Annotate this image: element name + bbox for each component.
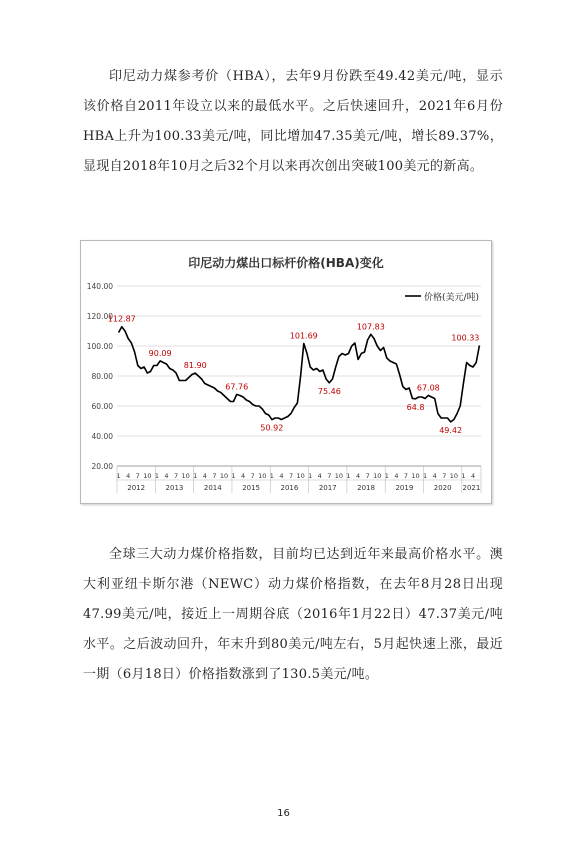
x-tick-label: 1 xyxy=(346,472,351,480)
x-tick-label: 4 xyxy=(394,472,399,480)
data-label: 67.08 xyxy=(416,383,440,393)
year-label: 2013 xyxy=(165,484,184,492)
x-tick-label: 4 xyxy=(317,472,322,480)
x-tick-label: 10 xyxy=(296,472,305,480)
year-label: 2017 xyxy=(318,484,337,492)
x-tick-label: 1 xyxy=(154,472,159,480)
series-group xyxy=(119,327,480,422)
x-tick-label: 4 xyxy=(164,472,169,480)
x-tick-label: 10 xyxy=(258,472,267,480)
x-tick-label: 1 xyxy=(308,472,313,480)
data-label: 90.09 xyxy=(148,348,172,358)
y-tick-label: 100.00 xyxy=(86,342,113,351)
x-tick-label: 10 xyxy=(143,472,152,480)
x-tick-label: 7 xyxy=(442,472,447,480)
x-tick-label: 1 xyxy=(116,472,121,480)
year-label: 2016 xyxy=(280,484,299,492)
x-tick-label: 7 xyxy=(250,472,255,480)
x-tick-label: 4 xyxy=(126,472,131,480)
gridlines xyxy=(117,286,481,466)
data-label: 50.92 xyxy=(260,423,284,433)
data-label: 101.69 xyxy=(289,331,318,341)
x-tick-label: 10 xyxy=(334,472,344,480)
x-tick-label: 10 xyxy=(411,472,420,480)
chart-frame xyxy=(80,240,492,504)
x-tick-label: 1 xyxy=(423,472,428,480)
year-label: 2015 xyxy=(242,484,261,492)
y-tick-label: 80.00 xyxy=(91,372,113,381)
y-axis-ticks xyxy=(87,282,113,471)
year-label: 2020 xyxy=(433,484,452,492)
data-label: 75.46 xyxy=(317,386,341,396)
data-label: 100.33 xyxy=(451,333,480,343)
year-label: 2018 xyxy=(357,484,375,492)
x-axis xyxy=(117,466,481,493)
data-labels xyxy=(108,315,480,435)
y-tick-label: 40.00 xyxy=(91,432,113,441)
x-tick-label: 7 xyxy=(403,472,409,480)
x-tick-label: 4 xyxy=(279,472,284,480)
page-number: 16 xyxy=(277,808,290,819)
legend xyxy=(405,291,479,303)
x-tick-label: 4 xyxy=(470,472,476,480)
paragraph-coal-index: 全球三大动力煤价格指数，目前均已达到近年来最高价格水平。澳大利亚纽卡斯尔港（NEWC）动力煤价格指数，在去年8月28日出现47.99美元/吨，接近上一周期谷底（2016年1月22日）47.37美元/吨水平。之后波动回升，年末升到80美元/吨左右，5月起快速上涨，最近一期（6月18日）价格指数涨到了130.5美元/吨。 xyxy=(83,547,503,682)
year-label: 2021 xyxy=(462,484,481,492)
x-tick-label: 1 xyxy=(193,472,198,480)
year-label: 2012 xyxy=(127,484,146,492)
x-tick-label: 4 xyxy=(432,472,437,480)
x-tick-label: 7 xyxy=(365,472,370,480)
year-label: 2014 xyxy=(203,484,222,492)
series-line-hba xyxy=(119,327,480,422)
x-tick-label: 10 xyxy=(373,472,382,480)
hba-price-chart xyxy=(81,241,491,503)
data-label: 49.42 xyxy=(439,425,463,435)
y-tick-label: 120.00 xyxy=(86,312,113,321)
x-tick-label: 1 xyxy=(269,472,274,480)
chart-title: 印尼动力煤出口标杆价格(HBA)变化 xyxy=(188,256,384,270)
data-label: 81.90 xyxy=(183,361,207,371)
y-tick-label: 140.00 xyxy=(86,282,113,291)
x-tick-label: 7 xyxy=(288,472,294,480)
x-tick-label: 1 xyxy=(231,472,236,480)
data-label: 67.76 xyxy=(225,382,249,392)
x-tick-label: 4 xyxy=(355,472,361,480)
data-label: 112.87 xyxy=(107,314,136,324)
x-tick-label: 10 xyxy=(181,472,190,480)
y-tick-label: 60.00 xyxy=(91,402,113,411)
paragraph-hba: 印尼动力煤参考价（HBA），去年9月份跌至49.42美元/吨，显示该价格自2011年设立以来的最低水平。之后快速回升，2021年6月份HBA上升为100.33美元/吨，同比增加47.35美元/吨，增长89.37%，显现自2018年10月之后32个月以来再次创出突破100美元的新高。 xyxy=(83,69,503,174)
legend-label: 价格(美元/吨) xyxy=(424,293,480,303)
x-tick-label: 7 xyxy=(173,472,179,480)
x-tick-label: 1 xyxy=(461,472,466,480)
data-label: 64.8 xyxy=(406,402,425,412)
x-tick-label: 4 xyxy=(241,472,246,480)
x-tick-label: 4 xyxy=(202,472,207,480)
x-tick-label: 10 xyxy=(219,472,229,480)
data-label: 107.83 xyxy=(356,322,385,332)
x-tick-label: 1 xyxy=(384,472,389,480)
y-tick-label: 20.00 xyxy=(91,462,113,471)
x-tick-label: 7 xyxy=(135,472,140,480)
x-tick-label: 10 xyxy=(449,472,459,480)
x-tick-label: 7 xyxy=(212,472,217,480)
x-tick-label: 7 xyxy=(327,472,332,480)
year-label: 2019 xyxy=(395,484,414,492)
